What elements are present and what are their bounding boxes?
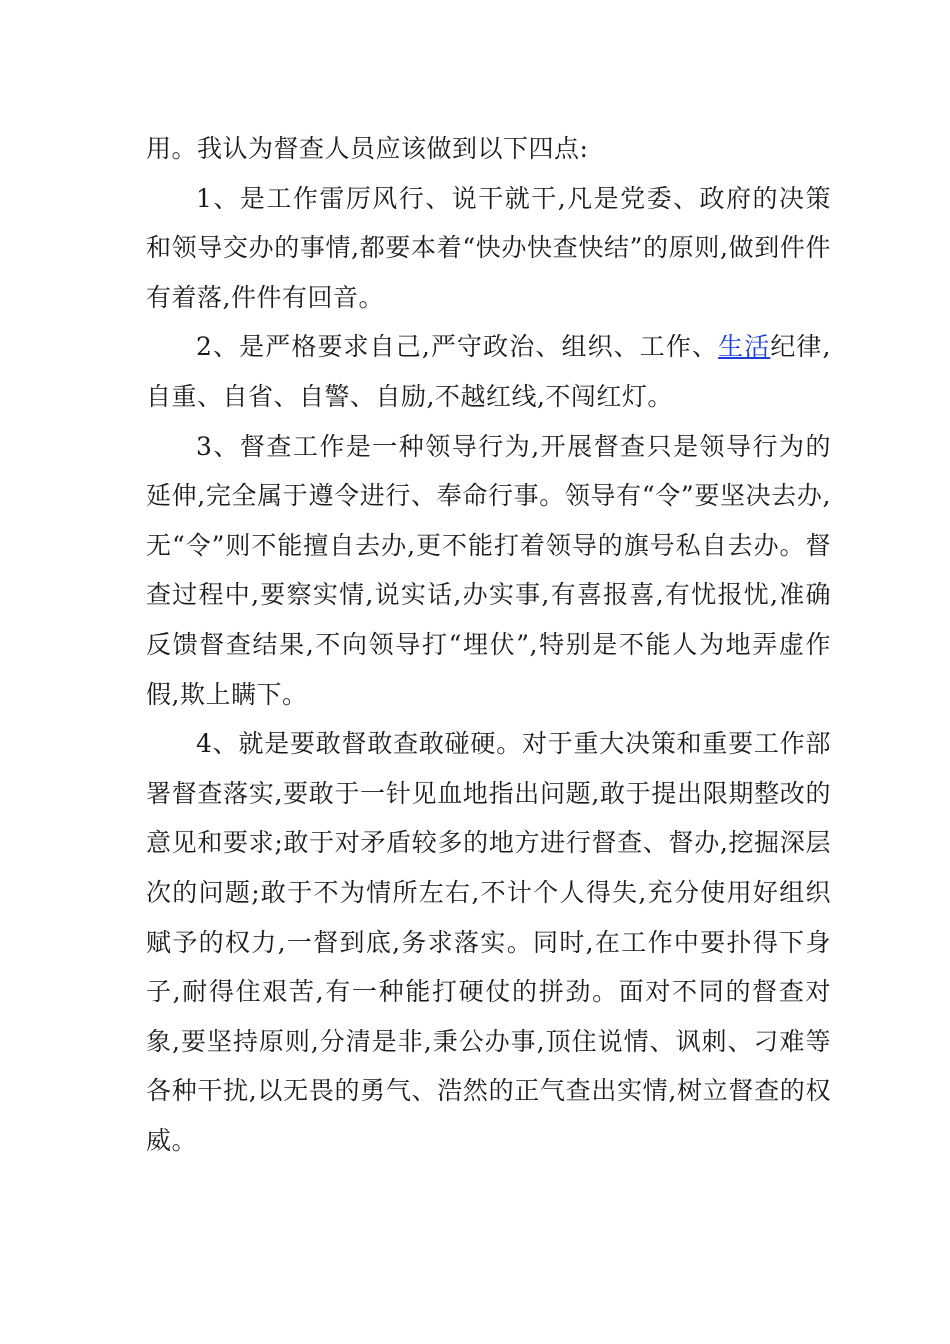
- paragraph-point-3: 3、督查工作是一种领导行为,开展督查只是领导行为的延伸,完全属于遵令进行、奉命行事。领导有“令”要坚决去办,无“令”则不能擅自去办,更不能打着领导的旗号私自去办。督查过程中,要察实情,说实话,办实事,有喜报喜,有忧报忧,准确反馈督查结果,不向领导打“埋伏”,特别是不能人为地弄虚作假,欺上瞒下。: [146, 431, 831, 709]
- life-link[interactable]: 生活: [718, 332, 771, 362]
- paragraph-point-4: 4、就是要敢督敢查敢碰硬。对于重大决策和重要工作部署督查落实,要敢于一针见血地指出问题,敢于提出限期整改的意见和要求;敢于对矛盾较多的地方进行督查、督办,挖掘深层次的问题;敢于不为情所左右,不计个人得失,充分使用好组织赋予的权力,一督到底,务求落实。同时,在工作中要扑得下身子,耐得住艰苦,有一种能打硬仗的拼劲。面对不同的督查对象,要坚持原则,分清是非,秉公办事,顶住说情、讽刺、刁难等各种干扰,以无畏的勇气、浩然的正气查出实情,树立督查的权威。: [146, 729, 831, 1155]
- document-body: [146, 124, 831, 1165]
- paragraph-point-2: [146, 322, 831, 421]
- paragraph-point-2-lead: 2、是严格要求自己,严守政治、组织、工作、: [196, 332, 719, 362]
- paragraph-point-2-tail: 纪律,自重、自省、自警、自励,不越红线,不闯红灯。: [146, 332, 831, 411]
- paragraph-point-1: 1、是工作雷厉风行、说干就干,凡是党委、政府的决策和领导交办的事情,都要本着“快办快查快结”的原则,做到件件有着落,件件有回音。: [146, 183, 831, 312]
- paragraph-intro: 用。我认为督查人员应该做到以下四点:: [146, 134, 589, 163]
